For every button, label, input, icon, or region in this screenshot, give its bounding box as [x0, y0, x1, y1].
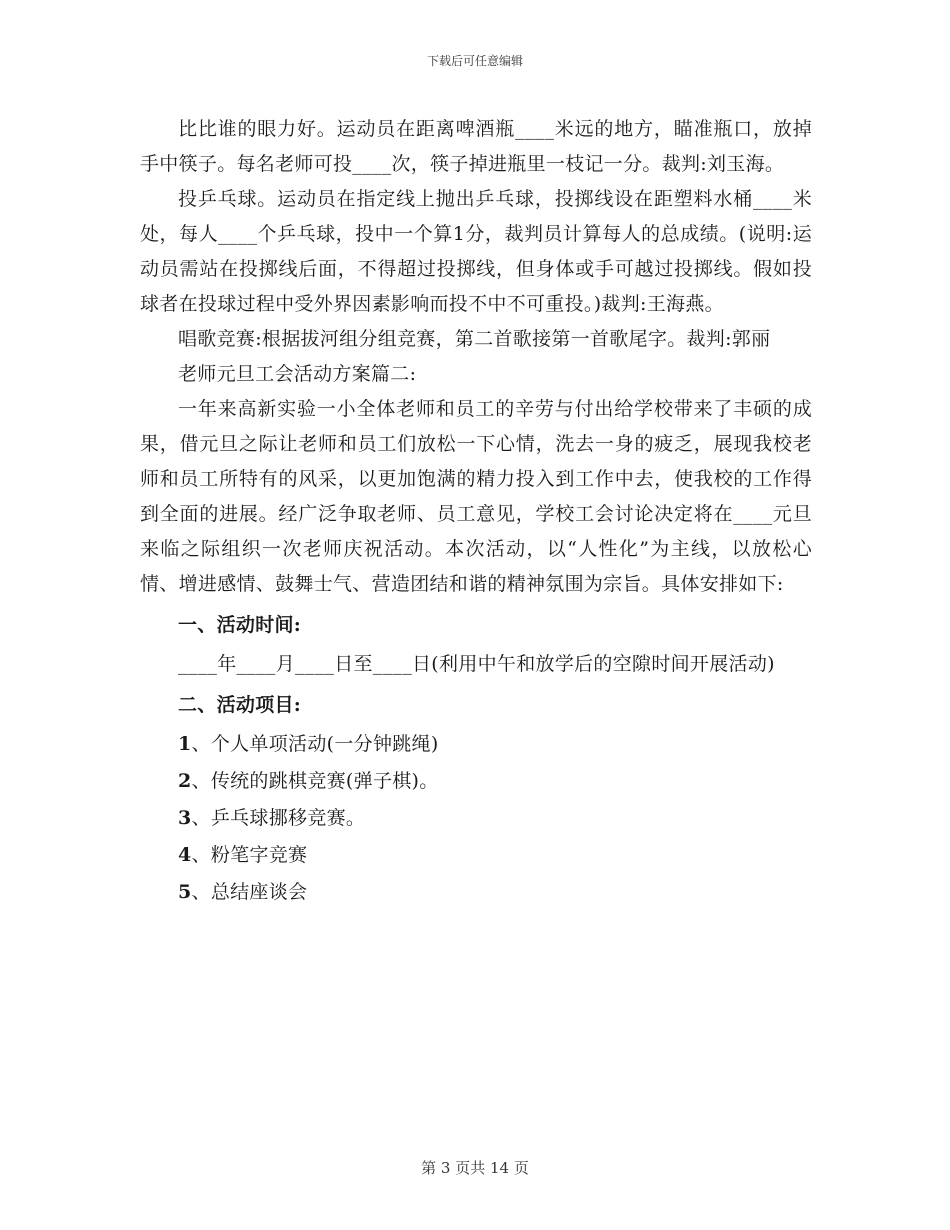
list-item-text: 、乒乓球挪移竞赛。 [191, 807, 366, 829]
paragraph-ping-pong-toss: 投乒乓球。运动员在指定线上抛出乒乓球，投掷线设在距塑料水桶____米处，每人____个乒乓球，投中一个算1分，裁判员计算每人的总成绩。(说明:运动员需站在投掷线后面，不得超过投掷线，但身体或手可越过投掷线。假如投球者在投球过程中受外界因素影响而投不中不可重投。)裁判:王海燕。 [140, 188, 812, 315]
list-item [140, 764, 812, 799]
list-item-number: 5 [178, 881, 192, 903]
list-item [140, 838, 812, 873]
paragraph-section-title: 老师元旦工会活动方案篇二: [178, 363, 417, 385]
heading-activity-items: 二、活动项目: [178, 694, 302, 716]
page-footer: 第 3 页共 14 页 [421, 1159, 529, 1177]
list-item-number: 4 [178, 844, 192, 866]
list-item-number: 3 [178, 807, 192, 829]
list-item [140, 801, 812, 836]
document-body [140, 112, 812, 912]
page-header: 下载后可任意编辑 [426, 54, 523, 68]
list-item-text: 、总结座谈会 [191, 881, 308, 903]
list-item-text: 、个人单项活动(一分钟跳绳) [191, 733, 439, 755]
list-item-text: 、传统的跳棋竞赛(弹子棋)。 [191, 770, 439, 792]
heading-activity-time: 一、活动时间: [178, 614, 302, 636]
paragraph-eyesight-game: 比比谁的眼力好。运动员在距离啤酒瓶____米远的地方，瞄准瓶口，放掉手中筷子。每名老师可投____次，筷子掉进瓶里一枝记一分。裁判:刘玉海。 [140, 118, 812, 175]
list-item-number: 1 [178, 733, 192, 755]
list-item [140, 875, 812, 910]
list-item-text: 、粉笔字竞赛 [191, 844, 308, 866]
paragraph-activity-time: ____年____月____日至____日(利用中午和放学后的空隙时间开展活动) [178, 653, 775, 675]
list-item-number: 2 [178, 770, 192, 792]
paragraph-introduction: 一年来高新实验一小全体老师和员工的辛劳与付出给学校带来了丰硕的成果，借元旦之际让老师和员工们放松一下心情，洗去一身的疲乏，展现我校老师和员工所特有的风采，以更加饱满的精力投入到工作中去，使我校的工作得到全面的进展。经广泛争取老师、员工意见，学校工会讨论决定将在____元旦来临之际组织一次老师庆祝活动。本次活动，以“人性化”为主线，以放松心情、增进感情、鼓舞士气、营造团结和谐的精神氛围为宗旨。具体安排如下: [140, 398, 812, 595]
paragraph-singing-contest: 唱歌竞赛:根据拔河组分组竞赛，第二首歌接第一首歌尾字。裁判:郭丽 [178, 328, 771, 350]
list-item [140, 727, 812, 762]
